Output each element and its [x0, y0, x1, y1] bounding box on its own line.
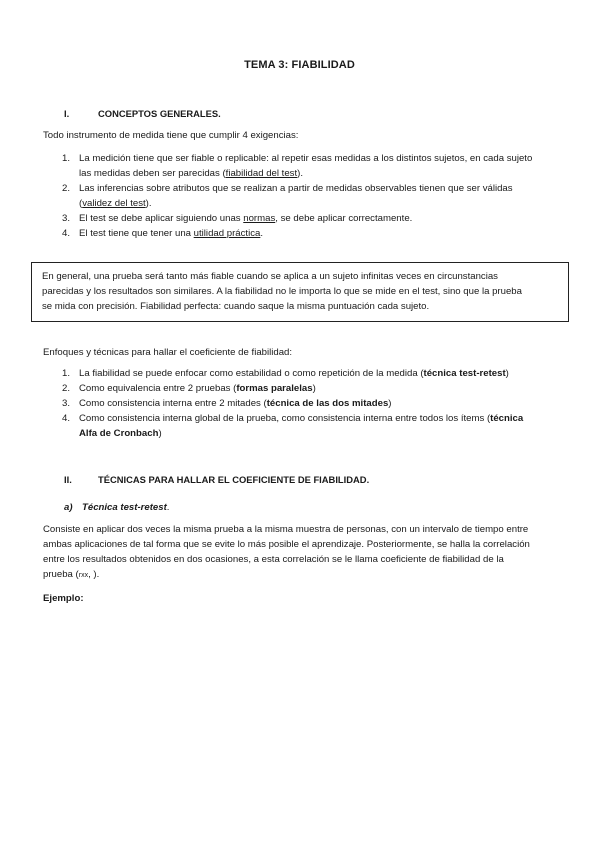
paragraph-line: Consiste en aplicar dos veces la misma prueba a la misma muestra de personas, con un intervalo de tiempo entre — [43, 524, 529, 535]
box-line: parecidas y los resultados son similares. A la fiabilidad no le importa lo que se mide en el test, sino que la prueba — [42, 286, 522, 297]
box-line: En general, una prueba será tanto más fiable cuando se aplica a un sujeto infinitas veces en circunstancias — [42, 271, 498, 282]
list-item-number: 3. — [62, 213, 71, 224]
list-item-text: Como consistencia interna global de la prueba, como consistencia interna entre todos los ítems ( — [79, 413, 491, 424]
list-item-text: Como consistencia interna entre 2 mitades ( — [79, 398, 267, 409]
page-title: TEMA 3: FIABILIDAD — [244, 59, 355, 71]
list-item-number: 4. — [62, 228, 71, 239]
bold-term: Alfa de Cronbach — [79, 428, 159, 439]
list-item-text: ( — [79, 198, 83, 209]
subsection-heading — [64, 500, 169, 515]
list-item-number: 3. — [62, 398, 71, 409]
list-item — [62, 226, 562, 241]
section-1-number: I. — [64, 108, 70, 119]
list-item-text: Como equivalencia entre 2 pruebas ( — [79, 383, 237, 394]
list-item-text: . — [260, 228, 264, 239]
list-item-text: El test tiene que tener una — [79, 228, 194, 239]
list-item-number: 1. — [62, 368, 71, 379]
list-item — [62, 151, 562, 181]
underlined-term: fiabilidad del test — [225, 168, 298, 179]
list-item-text: ) — [505, 368, 509, 379]
underlined-term: validez del test — [82, 198, 146, 209]
approaches-intro: Enfoques y técnicas para hallar el coeficiente de fiabilidad: — [43, 347, 293, 358]
box-line: se mida con precisión. Fiabilidad perfecta: cuando saque la misma puntuación cada sujeto. — [42, 301, 430, 312]
list-item-text: , se debe aplicar correctamente. — [275, 213, 413, 224]
list-item-number: 2. — [62, 183, 71, 194]
list-item-text: ) — [312, 383, 316, 394]
underlined-term: utilidad práctica — [193, 228, 261, 239]
section-2-title: TÉCNICAS PARA HALLAR EL COEFICIENTE DE FIABILIDAD. — [98, 474, 370, 485]
paragraph-text: prueba ( — [43, 569, 79, 580]
list-item — [62, 366, 562, 381]
list-item-number: 2. — [62, 383, 71, 394]
list-item-text: las medidas deben ser parecidas ( — [79, 168, 226, 179]
section-1-intro: Todo instrumento de medida tiene que cumplir 4 exigencias: — [43, 130, 299, 141]
bold-term: técnica test-retest — [423, 368, 506, 379]
list-item-text: ). — [145, 198, 152, 209]
section-1-heading — [64, 106, 221, 121]
list-item — [62, 396, 562, 411]
example-label: Ejemplo: — [43, 593, 84, 604]
section-2-heading — [64, 472, 369, 487]
section-1-title: CONCEPTOS GENERALES. — [98, 108, 221, 119]
paragraph-line: ambas aplicaciones de tal forma que se evite lo más posible el aprendizaje. Posteriormente, se halla la correlación — [43, 539, 530, 550]
subsection-letter: a) — [64, 502, 73, 513]
list-item-text: ). — [297, 168, 303, 179]
list-item-text: ) — [388, 398, 392, 409]
list-item — [62, 411, 562, 441]
paragraph-line: entre los resultados obtenidos en dos ocasiones, a esta correlación se le llama coeficiente de fiabilidad de la — [43, 554, 504, 565]
subsection-title: Técnica test-retest — [82, 502, 167, 513]
bold-term: formas paralelas — [236, 383, 313, 394]
paragraph-text: , ). — [88, 569, 100, 580]
list-item-text: ) — [158, 428, 162, 439]
approaches-list — [62, 366, 562, 441]
list-item-text: La fiabilidad se puede enfocar como estabilidad o como repetición de la medida ( — [79, 368, 424, 379]
section-2-number: II. — [64, 474, 72, 485]
subsection-dot: . — [166, 502, 170, 513]
requirements-list — [62, 151, 562, 241]
underlined-term: normas — [243, 213, 276, 224]
test-retest-paragraph — [43, 522, 573, 583]
list-item-text: Las inferencias sobre atributos que se realizan a partir de medidas observables tienen que ser válidas — [79, 183, 513, 194]
list-item-number: 4. — [62, 413, 71, 424]
definition-box — [31, 262, 569, 322]
reliability-symbol: rxx — [78, 572, 89, 579]
bold-term: técnica de las dos mitades — [266, 398, 389, 409]
paragraph-line — [43, 567, 573, 583]
list-item — [62, 211, 562, 226]
list-item-text: El test se debe aplicar siguiendo unas — [79, 213, 244, 224]
bold-term: técnica — [490, 413, 524, 424]
list-item-number: 1. — [62, 153, 71, 164]
list-item — [62, 381, 562, 396]
list-item-text: La medición tiene que ser fiable o replicable: al repetir esas medidas a los distintos sujetos, en cada sujeto — [79, 153, 533, 164]
list-item — [62, 181, 562, 211]
